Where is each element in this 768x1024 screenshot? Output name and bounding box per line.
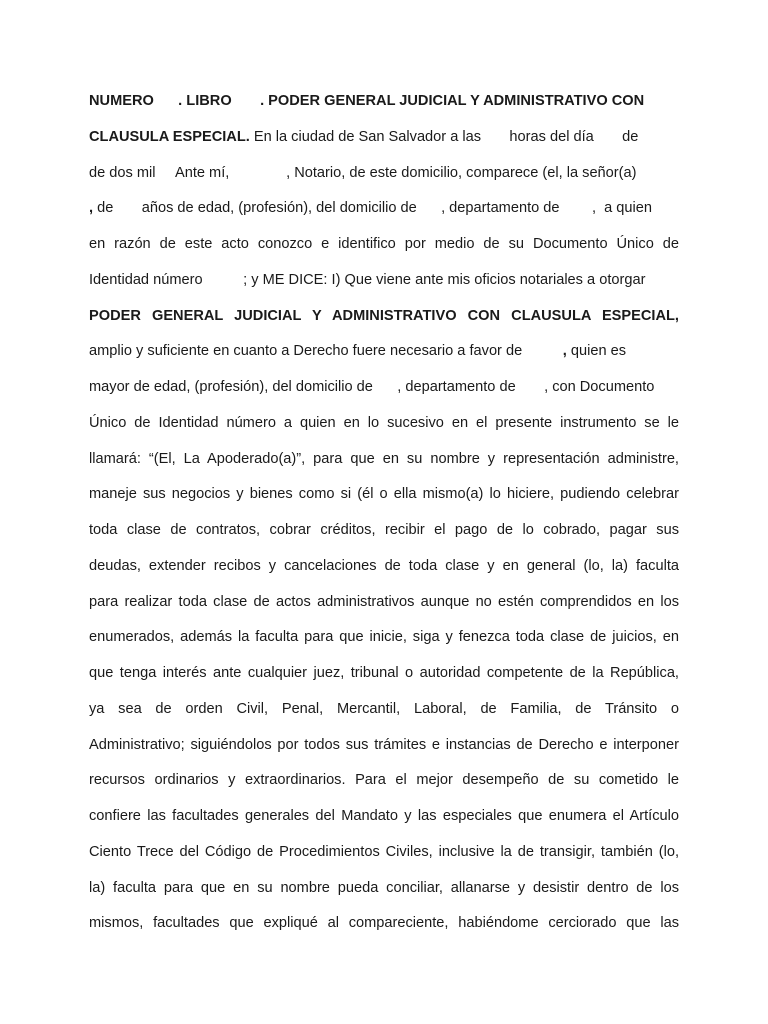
document-line (89, 699, 679, 719)
bold-text-segment: NUMERO . LIBRO . PODER GENERAL JUDICIAL Y ADMINISTRATIVO CON (89, 93, 645, 109)
document-line (89, 842, 679, 862)
text-segment: quien es (566, 343, 627, 360)
document-line (89, 377, 679, 397)
text-segment: ya sea de orden Civil, Penal, Mercantil, Laboral, de Familia, de Tránsito o (89, 700, 679, 717)
text-segment: enumerados, además la faculta para que inicie, siga y fenezca toda clase de juicios, en (89, 629, 679, 646)
text-segment: llamará: “(El, La Apoderado(a)”, para que en su nombre y representación administre, (89, 450, 679, 467)
bold-text-segment: CLAUSULA ESPECIAL. (89, 128, 250, 145)
document-line (89, 306, 679, 326)
document-line (89, 556, 679, 576)
text-segment: confiere las facultades generales del Mandato y las especiales que enumera el Artículo (89, 808, 679, 824)
text-segment: amplio y suficiente en cuanto a Derecho fuere necesario a favor de (89, 343, 563, 360)
text-segment: para realizar toda clase de actos administrativos aunque no estén comprendidos en los (89, 593, 679, 610)
document-line (89, 341, 679, 361)
document-line (89, 234, 679, 254)
bold-text-segment: , (89, 200, 94, 217)
text-segment: de dos mil Ante mí, , Notario, de este domicilio, comparece (el, la señor(a) (89, 164, 637, 181)
document-line (89, 592, 679, 612)
bold-text-segment: PODER GENERAL JUDICIAL Y ADMINISTRATIVO CON CLAUSULA ESPECIAL, (89, 307, 679, 324)
document-line (89, 270, 679, 290)
document-line (89, 878, 679, 898)
text-segment: mismos, facultades que expliqué al compareciente, habiéndome cerciorado que las (89, 915, 679, 932)
document-line (89, 735, 679, 755)
text-segment: toda clase de contratos, cobrar créditos, recibir el pago de lo cobrado, pagar sus (89, 522, 679, 538)
document-line (89, 770, 679, 790)
text-segment: mayor de edad, (profesión), del domicilio de , departamento de , con Documento (89, 379, 655, 395)
document-line (89, 913, 679, 933)
text-segment: Identidad número ; y ME DICE: I) Que viene ante mis oficios notariales a otorgar (89, 271, 646, 288)
text-segment: deudas, extender recibos y cancelaciones de toda clase y en general (lo, la) faculta (89, 557, 679, 574)
document-line (89, 163, 679, 183)
document-line (89, 806, 679, 826)
document-line (89, 663, 679, 683)
text-segment: la) faculta para que en su nombre pueda conciliar, allanarse y desistir dentro de los (89, 879, 679, 896)
document-line (89, 449, 679, 469)
document-line (89, 520, 679, 540)
document-line (89, 627, 679, 647)
document-line (89, 127, 679, 147)
bold-text-segment: , (562, 343, 567, 360)
document-line (89, 91, 679, 111)
text-segment: En la ciudad de San Salvador a las horas del día de (249, 128, 639, 145)
document-line (89, 484, 679, 504)
text-segment: que tenga interés ante cualquier juez, tribunal o autoridad competente de la República, (89, 665, 679, 681)
document-line (89, 198, 679, 218)
text-segment: Ciento Trece del Código de Procedimientos Civiles, inclusive la de transigir, también (lo, (89, 843, 679, 860)
document-line (89, 413, 679, 433)
text-segment: Único de Identidad número a quien en lo sucesivo en el presente instrumento se le (89, 414, 679, 431)
text-segment: Administrativo; siguiéndolos por todos sus trámites e instancias de Derecho e interponer (89, 736, 679, 753)
text-segment: maneje sus negocios y bienes como si (él o ella mismo(a) lo hiciere, pudiendo celebrar (89, 486, 679, 503)
text-segment: de años de edad, (profesión), del domicilio de , departamento de , a quien (93, 200, 653, 217)
text-segment: recursos ordinarios y extraordinarios. Para el mejor desempeño de su cometido le (89, 772, 679, 789)
text-segment: en razón de este acto conozco e identifico por medio de su Documento Único de (89, 236, 679, 252)
